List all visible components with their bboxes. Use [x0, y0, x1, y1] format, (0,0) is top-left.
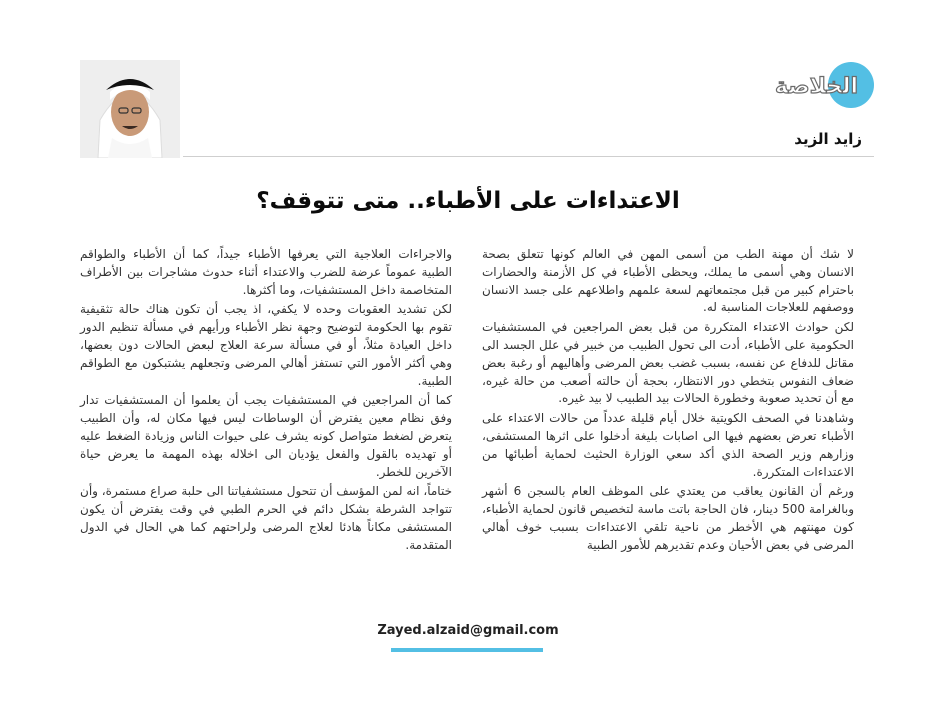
- paragraph: ختاماً، انه لمن المؤسف أن تتحول مستشفياتنا الى حلبة صراع مستمرة، وأن تتواجد الشرطة بشكل دائم في الحرم الطبي في وقت يفترض أن يكون المستشفى مكاناً هادئا لعلاج المرضى ولراحتهم كما هي الحال في الدول المتقدمة.: [80, 484, 452, 552]
- article-column-right: [482, 246, 854, 557]
- paragraph: لكن حوادث الاعتداء المتكررة من قبل بعض المراجعين في المستشفيات الحكومية على الأطباء، أدت الى تحول الطبيب من خبير في علل الجسد الى مقاتل للدفاع عن نفسه، بسبب غضب بعض المرضى وأهاليهم أو رغبة بعض ضعاف النفوس بتخطي دور الانتظار، بحجة أن حالته أصعب من حالة غيره، مع أن تحديد صعوبة وخطورة الحالات بيد الطبيب لا بيد غيره.: [482, 320, 854, 406]
- paragraph: وشاهدنا في الصحف الكويتية خلال أيام قليلة عدداً من حالات الاعتداء على الأطباء تعرض بعضهم فيها الى اصابات بليغة أدخلوا على اثرها المستشفى، وزارهم وزير الصحة الذي أكد سعي الوزارة الحثيث لحماية أطبائها من الاعتداءات المتكررة.: [482, 411, 854, 479]
- paragraph: لكن تشديد العقوبات وحده لا يكفي، اذ يجب أن تكون هناك حالة تثقيفية تقوم بها الحكومة لتوضيح وجهة نظر الأطباء ورأيهم في مسألة تنظيم الدور داخل العيادة مثلاً، أو في مسألة سرعة العلاج لبعض الحالات دون بعضها، وهي أكثر الأمور التي تستفز أهالي المرضى وتجعلهم يشتبكون مع الطواقم الطبية.: [80, 302, 452, 388]
- article-column-left: [80, 246, 452, 557]
- column-logo: [754, 62, 874, 108]
- author-portrait-image: [80, 60, 180, 158]
- accent-bar: [391, 648, 543, 652]
- paragraph: كما أن المراجعين في المستشفيات يجب أن يعلموا أن المستشفيات تدار وفق نظام معين يفترض أن الوساطات ليس فيها مكان له، وأن الطبيب يتعرض لضغط متواصل كونه يشرف على حيوات الناس وزيادة الضغط عليه أو تهديده بالقول والفعل يؤديان الى اخلاله بهذه المهمة ما يعرض حياة الآخرين للخطر.: [80, 393, 452, 479]
- author-portrait: [80, 60, 180, 158]
- divider: [183, 156, 874, 157]
- paragraph: لا شك أن مهنة الطب من أسمى المهن في العالم كونها تتعلق بصحة الانسان وهي أسمى ما يملك، ويحظى الأطباء في كل الأزمنة والحضارات باحترام كبير من قبل مجتمعاتهم لسعة علمهم واطلاعهم على جسد الانسان ووصفهم للعلاجات المناسبة له.: [482, 247, 854, 315]
- newspaper-column: [58, 58, 878, 658]
- logo-text: الخلاصة: [775, 74, 858, 99]
- author-name: زايد الزيد: [794, 130, 862, 148]
- author-email: Zayed.alzaid@gmail.com: [377, 623, 559, 638]
- paragraph: ورغم أن القانون يعاقب من يعتدي على الموظف العام بالسجن 6 أشهر وبالغرامة 500 دينار، فان الحاجة باتت ماسة لتخصيص قانون لحماية الأطباء، كون مهنتهم هي الأخطر من ناحية تلقي الاعتداءات بسبب خوف أهالي المرضى في بعض الأحيان وعدم تقديرهم للأمور الطبية: [482, 484, 855, 552]
- paragraph: والاجراءات العلاجية التي يعرفها الأطباء جيداً، كما أن الأطباء والطواقم الطبية عموماً عرضة للضرب والاعتداء أثناء حدوث مشاجرات بين الأطراف المتخاصمة داخل المستشفيات، وما أكثرها.: [80, 247, 452, 297]
- article-headline: الاعتداءات على الأطباء.. متى تتوقف؟: [256, 188, 680, 214]
